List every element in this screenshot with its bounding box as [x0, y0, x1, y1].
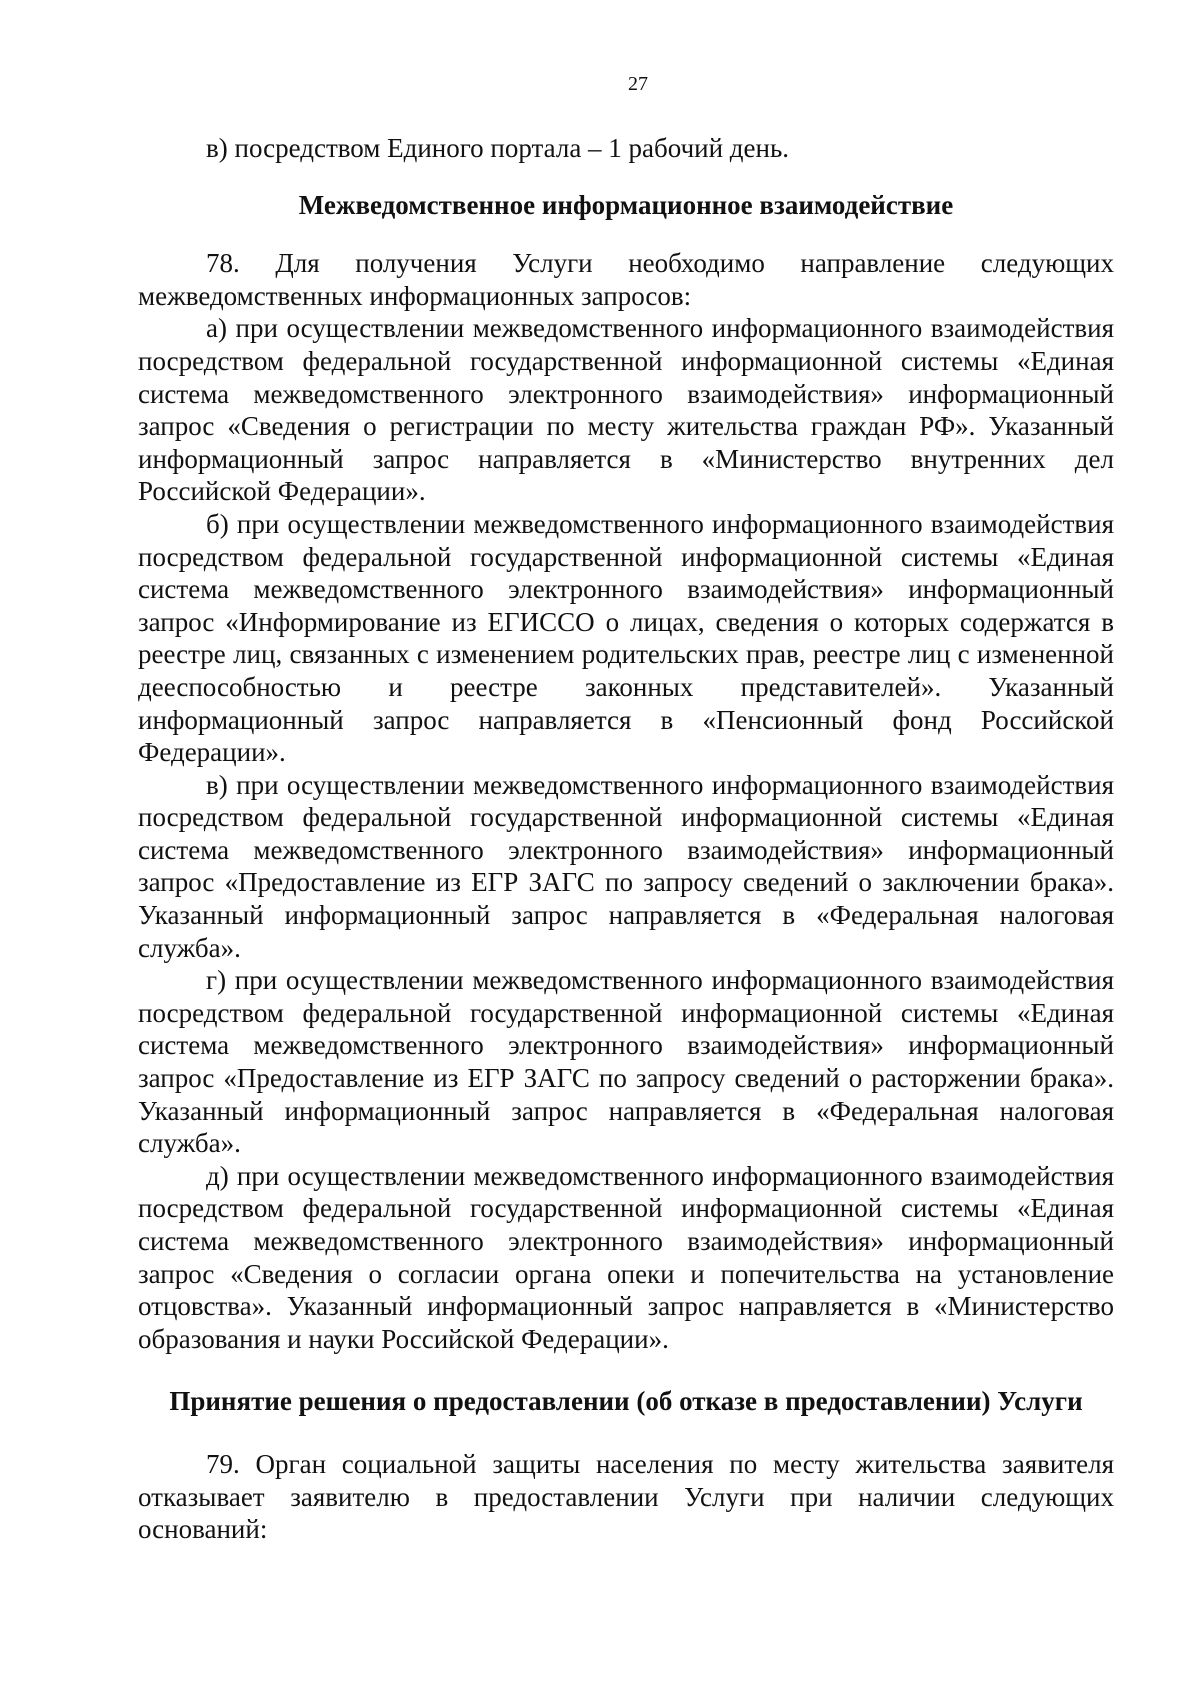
paragraph-78: 78. Для получения Услуги необходимо направление следующих межведомственных информационных запросов:: [138, 248, 1114, 311]
paragraph-78v: в) при осуществлении межведомственного информационного взаимодействия посредством федеральной государственной информационной системы «Единая система межведомственного электронного взаимодействия» информационный запрос «Предоставление из ЕГР ЗАГС по запросу сведений о заключении брака». Указанный информационный запрос направляется в «Федеральная налоговая служба».: [138, 769, 1114, 963]
paragraph-78a: а) при осуществлении межведомственного информационного взаимодействия посредством федеральной государственной информационной системы «Единая система межведомственного электронного взаимодействия» информационный запрос «Сведения о регистрации по месту жительства граждан РФ». Указанный информационный запрос направляется в «Министерство внутренних дел Российской Федерации».: [138, 313, 1114, 507]
page-number: 27: [628, 73, 648, 95]
intro-paragraph: в) посредством Единого портала – 1 рабочий день.: [206, 133, 790, 163]
paragraph-78d: д) при осуществлении межведомственного информационного взаимодействия посредством федеральной государственной информационной системы «Единая система межведомственного электронного взаимодействия» информационный запрос «Сведения о согласии органа опеки и попечительства на установление отцовства». Указанный информационный запрос направляется в «Министерство образования и науки Российской Федерации».: [138, 1160, 1114, 1354]
paragraph-78g: г) при осуществлении межведомственного информационного взаимодействия посредством федеральной государственной информационной системы «Единая система межведомственного электронного взаимодействия» информационный запрос «Предоставление из ЕГР ЗАГС по запросу сведений о расторжении брака». Указанный информационный запрос направляется в «Федеральная налоговая служба».: [138, 965, 1114, 1159]
paragraph-78b: б) при осуществлении межведомственного информационного взаимодействия посредством федеральной государственной информационной системы «Единая система межведомственного электронного взаимодействия» информационный запрос «Информирование из ЕГИССО о лицах, сведения о которых содержатся в реестре лиц, связанных с изменением родительских прав, реестре лиц с измененной дееспособностью и реестре законных представителей». Указанный информационный запрос направляется в «Пенсионный фонд Российской Федерации».: [138, 508, 1114, 768]
paragraph-79: 79. Орган социальной защиты населения по месту жительства заявителя отказывает заявителю в предоставлении Услуги при наличии следующих оснований:: [138, 1448, 1114, 1545]
document-page: [138, 60, 1114, 1546]
section-heading-decision: Принятие решения о предоставлении (об отказе в предоставлении) Услуги: [169, 1386, 1083, 1417]
section-heading-interagency: Межведомственное информационное взаимодействие: [298, 189, 954, 220]
